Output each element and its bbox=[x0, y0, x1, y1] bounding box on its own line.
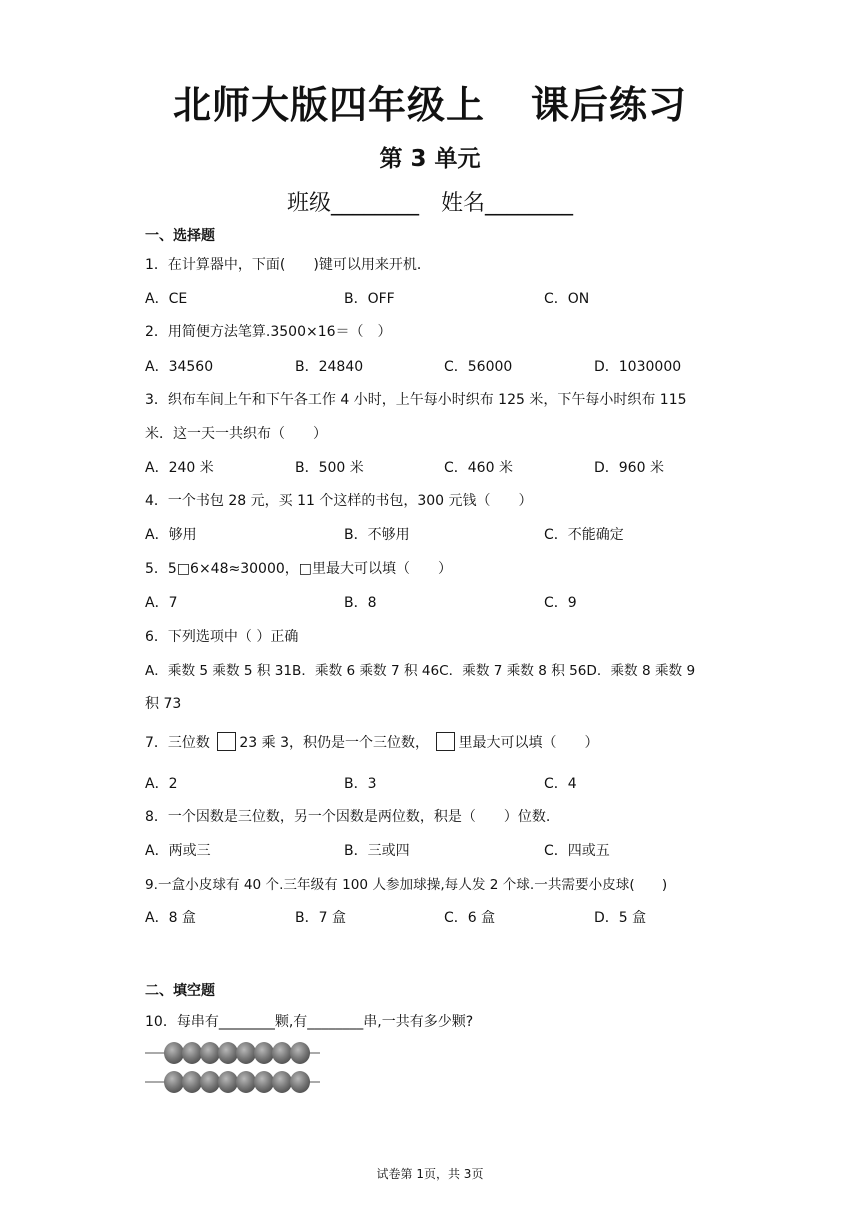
bead bbox=[272, 1071, 292, 1093]
question-6: 6．下列选项中（ ）正确 bbox=[145, 629, 299, 645]
q3-option-a: A．240 米 bbox=[145, 460, 214, 476]
bead bbox=[200, 1042, 220, 1064]
bead bbox=[236, 1042, 256, 1064]
question-4: 4．一个书包 28 元，买 11 个这样的书包，300 元钱（ ） bbox=[145, 493, 533, 509]
q4-option-c: C．不能确定 bbox=[544, 527, 624, 543]
q8-option-c: C．四或五 bbox=[544, 843, 610, 859]
question-3-line-1: 3．织布车间上午和下午各工作 4 小时，上午每小时织布 125 米，下午每小时织布 115 bbox=[145, 392, 687, 408]
q8-option-b: B．三或四 bbox=[344, 843, 410, 859]
q1-option-c: C．ON bbox=[544, 291, 590, 307]
q7-option-a: A．2 bbox=[145, 776, 178, 792]
q2-option-d: D．1030000 bbox=[594, 359, 682, 375]
document-title: 北师大版四年级上 课后练习 bbox=[172, 83, 688, 127]
q5-option-a: A．7 bbox=[145, 595, 178, 611]
q5-option-b: B．8 bbox=[344, 595, 377, 611]
q3-option-d: D．960 米 bbox=[594, 460, 664, 476]
q4-option-a: A．够用 bbox=[145, 527, 197, 543]
q5-option-c: C．9 bbox=[544, 595, 577, 611]
unit-title: 第 3 单元 bbox=[379, 146, 481, 172]
q4-option-b: B．不够用 bbox=[344, 527, 410, 543]
q2-option-a: A．34560 bbox=[145, 359, 214, 375]
q1-option-a: A．CE bbox=[145, 291, 188, 307]
bead bbox=[236, 1071, 256, 1093]
class-name-line: 班级________ 姓名________ bbox=[286, 191, 574, 216]
bead bbox=[182, 1071, 202, 1093]
question-6-options-line: A．乘数 5 乘数 5 积 31B．乘数 6 乘数 7 积 46C．乘数 7 乘数 8 积 56D．乘数 8 乘数 9 bbox=[145, 663, 696, 679]
section-heading-fill: 二、填空题 bbox=[145, 983, 215, 999]
bead bbox=[218, 1042, 238, 1064]
bead bbox=[164, 1042, 184, 1064]
bead bbox=[218, 1071, 238, 1093]
bead bbox=[254, 1071, 274, 1093]
q9-option-a: A．8 盒 bbox=[145, 910, 196, 926]
bead-strings-illustration bbox=[145, 1042, 325, 1098]
q1-option-b: B．OFF bbox=[344, 291, 395, 307]
bead bbox=[164, 1071, 184, 1093]
bead bbox=[182, 1042, 202, 1064]
q9-option-c: C．6 盒 bbox=[444, 910, 496, 926]
bead bbox=[254, 1042, 274, 1064]
bead bbox=[272, 1042, 292, 1064]
question-10: 10．每串有________颗,有________串,一共有多少颗? bbox=[145, 1014, 474, 1030]
q2-option-b: B．24840 bbox=[295, 359, 364, 375]
bead bbox=[290, 1042, 310, 1064]
bead-string-2 bbox=[145, 1071, 320, 1093]
question-1: 1．在计算器中，下面( )键可以用来开机． bbox=[145, 257, 431, 273]
q8-option-a: A．两或三 bbox=[145, 843, 211, 859]
bead bbox=[200, 1071, 220, 1093]
page-footer: 试卷第 1页，共 3页 bbox=[376, 1167, 484, 1181]
q9-option-d: D．5 盒 bbox=[594, 910, 647, 926]
question-8: 8．一个因数是三位数，另一个因数是两位数，积是（ ）位数. bbox=[145, 809, 551, 825]
question-5: 5．5□6×48≈30000，□里最大可以填（ ） bbox=[145, 561, 452, 577]
blank-box-icon bbox=[436, 732, 455, 751]
question-7: 7．三位数 23 乘 3，积仍是一个三位数， 里最大可以填（ ） bbox=[145, 732, 598, 752]
q9-option-b: B．7 盒 bbox=[295, 910, 346, 926]
question-3-line-2: 米．这一天一共织布（ ） bbox=[145, 426, 327, 442]
bead-string-1 bbox=[145, 1042, 320, 1064]
question-9: 9.一盒小皮球有 40 个.三年级有 100 人参加球操,每人发 2 个球.一共需要小皮球( ) bbox=[145, 877, 668, 893]
q2-option-c: C．56000 bbox=[444, 359, 513, 375]
q3-option-b: B．500 米 bbox=[295, 460, 364, 476]
q3-option-c: C．460 米 bbox=[444, 460, 513, 476]
q7-option-b: B．3 bbox=[344, 776, 377, 792]
blank-box-icon bbox=[217, 732, 236, 751]
section-heading-choice: 一、选择题 bbox=[145, 228, 215, 244]
question-2: 2．用简便方法笔算.3500×16＝（ ） bbox=[145, 324, 392, 340]
bead bbox=[290, 1071, 310, 1093]
q7-option-c: C．4 bbox=[544, 776, 577, 792]
question-6-options-line-2: 积 73 bbox=[145, 696, 182, 712]
